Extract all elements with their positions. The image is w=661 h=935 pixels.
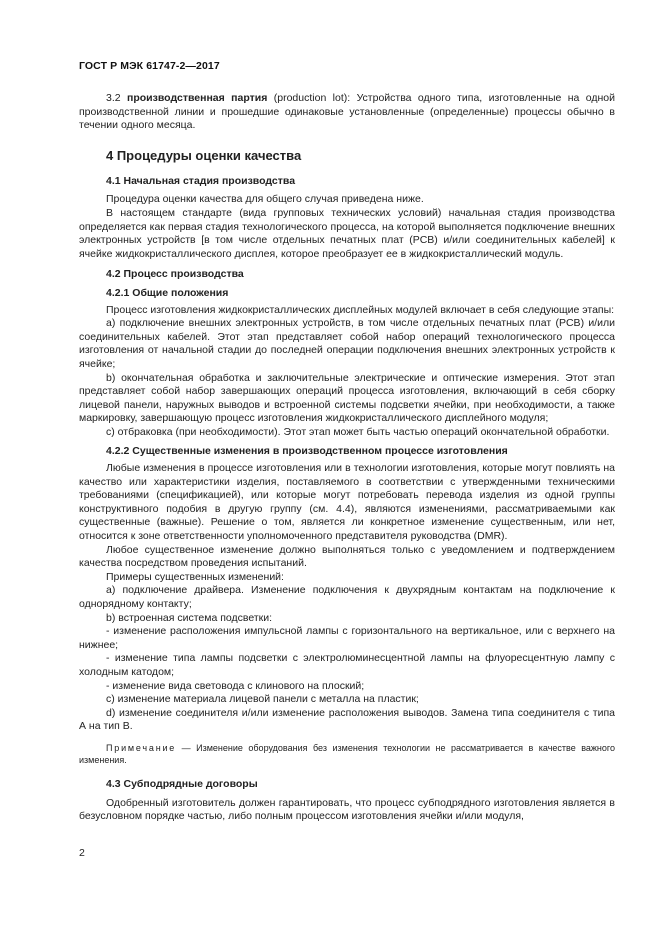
subsection-heading: 4.2 Процесс производства xyxy=(106,268,244,281)
paragraph: В настоящем стандарте (вида групповых технических условий) начальная стадия производства определяется как первая стадия технологического процесса, на которой выполняется подключение внешних электронных устройств [в том числе отдельных печатных плат (PCB) и/или соединительных кабелей] к ячейке жидкокристаллического дисплея, которое преобразует ее в жидкокристаллический модуль. xyxy=(79,206,615,260)
definition: (production lot): Устройства одного типа, изготовленные на одной производственной линии и прошедшие одинаковые установленные (определенные) процессы обычно в течении одного месяца. xyxy=(79,92,615,132)
document-body xyxy=(79,92,615,824)
list-item: a) подключение внешних электронных устройств, в том числе отдельных печатных плат (PCB) и/или соединительных кабелей. Этот этап представляет собой набор операций технологического процесса изготовления от начальной стадии до последней операции подключения внешних электронных устройств к ячейке; xyxy=(79,317,615,370)
paragraph: Любое существенное изменение должно выполняться только с уведомлением и подтверждением качества посредством проведения испытаний. xyxy=(79,543,615,570)
clause-3-2 xyxy=(79,92,615,133)
page-number: 2 xyxy=(79,847,85,859)
paragraph: Любые изменения в процессе изготовления или в технологии изготовления, которые могут повлиять на качество или характеристики изделия, поставляемого в соответствии с утвержденными техническими требованиями (спецификацией), или которые могут потребовать перевода изделия из одной группы конструктивного подобия в другую группу (см. 4.4), являются изменениями, рассматриваемыми как существенные (важные). Решение о том, является ли конкретное изменение существенным, или нет, относится к зоне ответственности уполномоченного представителя руководства (DMR). xyxy=(79,462,615,543)
note-label: Примечание xyxy=(106,742,177,753)
list-item: c) изменение материала лицевой панели с металла на пластик; xyxy=(106,693,419,706)
subsubsection-heading: 4.2.1 Общие положения xyxy=(106,286,229,299)
subsection-heading: 4.1 Начальная стадия производства xyxy=(106,174,296,187)
list-item: - изменение вида световода с клинового на плоский; xyxy=(106,679,365,692)
list-item: d) изменение соединителя и/или изменение расположения выводов. Замена типа соединителя с типа А на тип В. xyxy=(79,706,615,733)
note-text: — Изменение оборудования без изменения технологии не рассматривается в качестве важного изменения. xyxy=(79,742,615,765)
section-heading: 4 Процедуры оценки качества xyxy=(106,147,302,163)
paragraph: Процедура оценки качества для общего случая приведена ниже. xyxy=(106,193,424,206)
paragraph: Процесс изготовления жидкокристаллических дисплейных модулей включает в себя следующие этапы: xyxy=(106,303,615,316)
subsubsection-heading: 4.2.2 Существенные изменения в производственном процессе изготовления xyxy=(106,445,508,458)
list-item: b) окончательная обработка и заключительные электрические и оптические измерения. Этот этап представляет собой набор завершающих операций процесса изготовления, включающий в себя сборку лицевой панели, наружных выводов и встроенной системы подсветки ячейки, при необходимости, а также маркировку, завершающую процесс изготовления жидкокристаллического дисплейного модуля; xyxy=(79,371,615,425)
list-item: b) встроенная система подсветки: xyxy=(106,611,273,624)
paragraph: Примеры существенных изменений: xyxy=(106,570,284,583)
clause-number: 3.2 xyxy=(106,92,121,104)
list-item: - изменение расположения импульсной лампы с горизонтального на вертикальное, или с верхнего на нижнее; xyxy=(79,625,615,651)
list-item: a) подключение драйвера. Изменение подключения к двухрядным контактам на подключение к однорядному контакту; xyxy=(79,584,615,610)
list-item: c) отбраковка (при необходимости). Этот этап может быть частью операций окончательной обработки. xyxy=(106,425,610,438)
paragraph: Одобренный изготовитель должен гарантировать, что процесс субподрядного изготовления является в безусловном порядке частью, либо полным процессом изготовления ячейки и/или модуля, xyxy=(79,796,615,823)
list-item: - изменение типа лампы подсветки с электролюминесцентной лампы на флуоресцентную лампу с холодным катодом; xyxy=(79,652,615,678)
document-header: ГОСТ Р МЭК 61747-2—2017 xyxy=(79,60,220,72)
term: производственная партия xyxy=(127,92,268,104)
subsection-heading: 4.3 Субподрядные договоры xyxy=(106,777,258,790)
note xyxy=(79,742,615,766)
